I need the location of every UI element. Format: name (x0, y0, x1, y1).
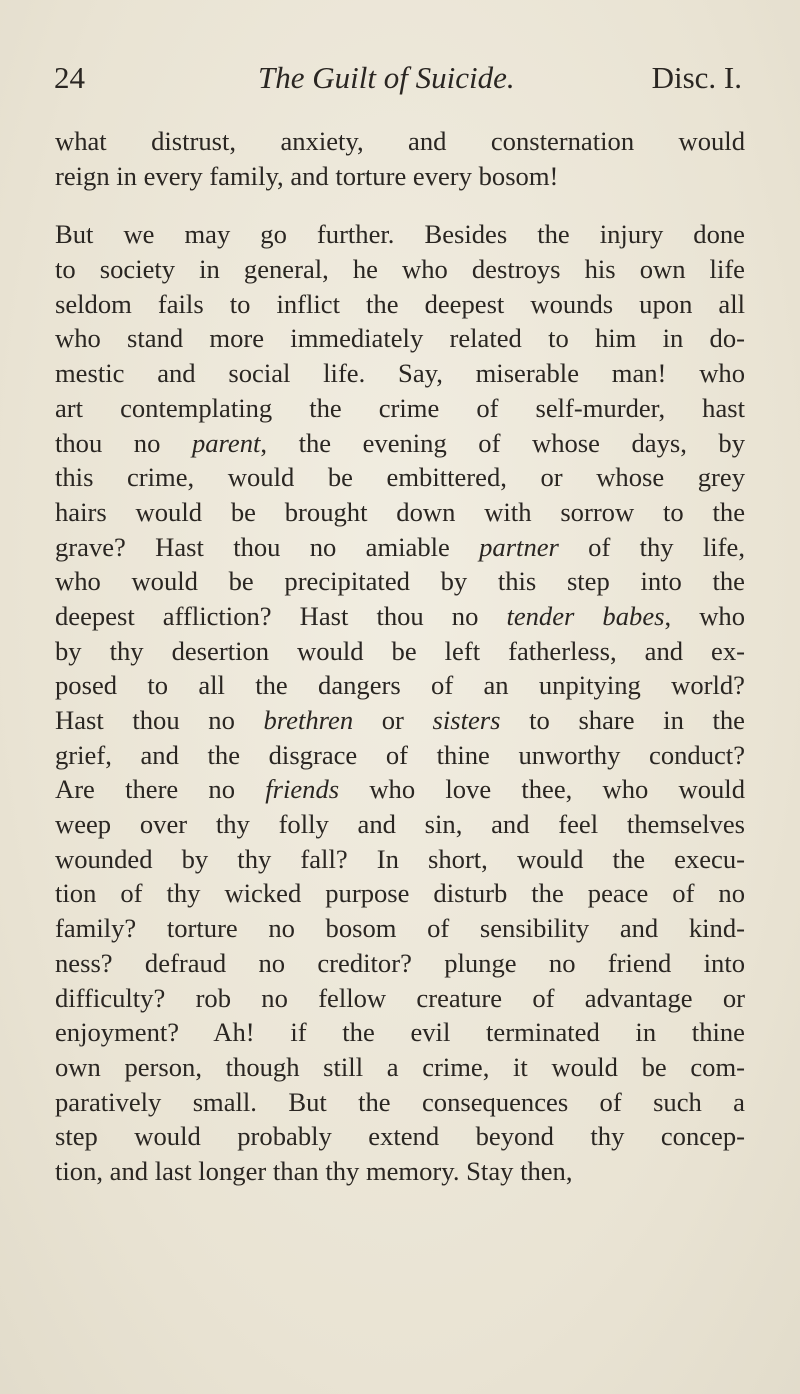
text-line (55, 842, 745, 877)
text-segment: , who (664, 600, 745, 631)
text-segment: or (353, 705, 433, 735)
text-segment: this crime, would be embittered, or whose grey (55, 462, 745, 493)
text-line (55, 1050, 745, 1085)
text-line (55, 911, 745, 946)
text-line (55, 252, 745, 287)
text-line (55, 946, 745, 981)
text-segment: family? torture no bosom of sensibility and kind- (55, 913, 745, 944)
italic-phrase: tender babes (506, 600, 665, 631)
text-line (55, 391, 745, 426)
body-text (55, 124, 745, 1189)
paragraph (55, 217, 745, 1188)
text-line (55, 564, 745, 599)
text-segment: Hast thou no (55, 705, 264, 735)
text-line (55, 124, 745, 159)
text-segment: ness? defraud no creditor? plunge no friend into (55, 947, 745, 978)
text-line (55, 807, 745, 842)
text-line (55, 1085, 745, 1120)
italic-phrase: friends (265, 774, 340, 805)
text-line (55, 1154, 745, 1189)
text-segment: own person, though still a crime, it would be com- (55, 1051, 745, 1082)
text-segment: But we may go further. Besides the injury done (55, 219, 745, 250)
text-segment: paratively small. But the consequences of such a (55, 1086, 745, 1117)
text-line (55, 495, 745, 530)
text-segment: weep over thy folly and sin, and feel themselves (55, 809, 745, 840)
text-segment: who would be precipitated by this step into the (55, 566, 745, 597)
text-line (55, 159, 745, 194)
text-segment: by thy desertion would be left fatherless, and ex- (55, 635, 745, 666)
text-line (55, 634, 745, 669)
text-segment: grave? Hast thou no amiable (55, 531, 480, 562)
text-line (55, 668, 745, 703)
italic-phrase: brethren (263, 705, 354, 735)
text-line (55, 738, 745, 773)
text-segment: step would probably extend beyond thy concep- (55, 1121, 745, 1152)
text-segment: deepest affliction? Hast thou no (55, 600, 507, 631)
paragraph-gap (55, 193, 745, 217)
running-title: The Guilt of Suicide. (258, 60, 515, 95)
text-segment: posed to all the dangers of an unpitying world? (55, 670, 745, 701)
text-segment: thou no (55, 427, 192, 458)
paragraph (55, 124, 745, 193)
text-segment: what distrust, anxiety, and consternation would (55, 126, 745, 156)
running-head (54, 58, 742, 98)
text-segment: mestic and social life. Say, miserable man! who (55, 358, 745, 389)
text-segment: art contemplating the crime of self-murder, hast (55, 392, 745, 423)
text-line (55, 876, 745, 911)
text-segment: to share in the (500, 705, 745, 735)
text-line (55, 599, 745, 634)
text-segment: Are there no (55, 774, 266, 805)
text-line (55, 426, 745, 461)
section-label: Disc. I. (651, 60, 742, 95)
page-number: 24 (54, 60, 85, 95)
text-line (55, 287, 745, 322)
italic-phrase: partner (479, 531, 559, 562)
text-line (55, 530, 745, 565)
text-line (55, 772, 745, 807)
text-line (55, 1015, 745, 1050)
text-segment: who stand more immediately related to him in do- (55, 323, 745, 354)
italic-phrase: parent (191, 427, 261, 458)
text-line (55, 321, 745, 356)
text-segment: of thy life, (558, 531, 745, 562)
italic-phrase: sisters (432, 705, 501, 735)
text-segment: who love thee, who would (339, 774, 745, 805)
text-segment: wounded by thy fall? In short, would the execu- (55, 843, 745, 874)
text-line (55, 217, 745, 252)
text-line (55, 1119, 745, 1154)
text-segment: tion, and last longer than thy memory. Stay then, (55, 1155, 573, 1186)
text-line (55, 460, 745, 495)
text-line (55, 703, 745, 738)
text-segment: , the evening of whose days, by (260, 427, 745, 458)
text-segment: grief, and the disgrace of thine unworthy conduct? (55, 739, 745, 770)
text-line (55, 356, 745, 391)
text-line (55, 981, 745, 1016)
text-segment: hairs would be brought down with sorrow to the (55, 496, 745, 527)
text-segment: seldom fails to inflict the deepest wounds upon all (55, 288, 745, 319)
text-segment: difficulty? rob no fellow creature of advantage or (55, 982, 745, 1013)
text-segment: enjoyment? Ah! if the evil terminated in thine (55, 1017, 745, 1048)
text-segment: reign in every family, and torture every bosom! (55, 160, 559, 191)
text-segment: to society in general, he who destroys his own life (55, 254, 745, 285)
text-segment: tion of thy wicked purpose disturb the peace of no (55, 878, 745, 909)
